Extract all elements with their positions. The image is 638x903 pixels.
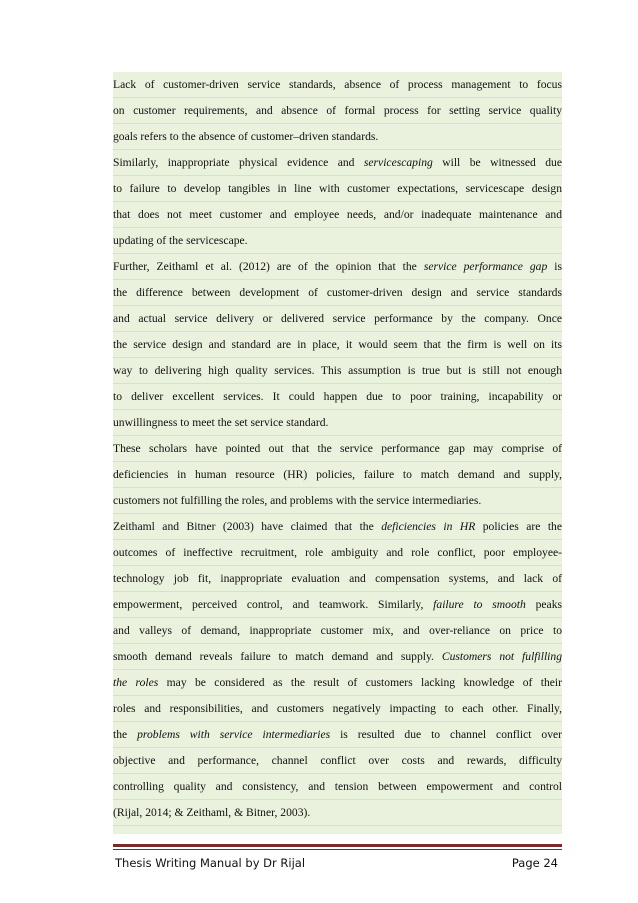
text-line <box>113 644 562 670</box>
text-run: the difference between development of customer-driven design and service standards <box>113 286 562 299</box>
paragraph <box>113 436 562 514</box>
text-run: way to delivering high quality services. This assumption is true but is still not enough <box>113 364 562 377</box>
italic-term: the roles <box>113 676 159 689</box>
text-run: is resulted due to channel conflict over <box>330 728 563 741</box>
text-line <box>113 670 562 696</box>
italic-term: servicescaping <box>363 156 433 169</box>
text-line <box>113 436 562 462</box>
text-run: Zeithaml and Bitner (2003) have claimed that the <box>113 520 382 533</box>
text-run: to failure to develop tangibles in line with customer expectations, servicescape design <box>113 182 562 195</box>
text-run: goals refers to the absence of customer–driven standards. <box>113 130 379 143</box>
paragraph <box>113 150 562 254</box>
text-line <box>113 748 562 774</box>
text-run: roles and responsibilities, and customers negatively impacting to each other. Finally, <box>113 702 562 715</box>
text-run: outcomes of ineffective recruitment, role ambiguity and role conflict, poor employee- <box>113 546 562 559</box>
text-run: policies are the <box>475 520 562 533</box>
text-line <box>113 306 562 332</box>
footer-rule-thin <box>113 849 562 850</box>
text-line <box>113 124 562 150</box>
text-line <box>113 332 562 358</box>
text-line <box>113 98 562 124</box>
paragraph <box>113 254 562 436</box>
text-line <box>113 176 562 202</box>
text-line <box>113 228 562 254</box>
text-run: will be witnessed due <box>432 156 562 169</box>
text-line <box>113 254 562 280</box>
text-run: updating of the servicescape. <box>113 234 248 247</box>
italic-term: service performance gap <box>423 260 548 273</box>
text-line <box>113 384 562 410</box>
text-run: customers not fulfilling the roles, and problems with the service intermediaries. <box>113 494 482 507</box>
text-run: Lack of customer-driven service standards, absence of process management to focus <box>113 78 562 91</box>
text-run: is <box>547 260 562 273</box>
text-run: Similarly, inappropriate physical evidence and <box>113 156 364 169</box>
text-line <box>113 540 562 566</box>
italic-term: Customers not fulfilling <box>441 650 562 663</box>
text-run: These scholars have pointed out that the service performance gap may comprise of <box>113 442 562 455</box>
text-run: to deliver excellent services. It could happen due to poor training, incapability or <box>113 390 562 403</box>
text-run: objective and performance, channel conflict over costs and rewards, difficulty <box>113 754 562 767</box>
italic-term: failure to smooth <box>433 598 526 611</box>
page-number: Page 24 <box>511 856 558 870</box>
text-line <box>113 722 562 748</box>
footer-title: Thesis Writing Manual by Dr Rijal <box>115 856 306 870</box>
italic-term: problems with service intermediaries <box>137 728 331 741</box>
text-run: smooth demand reveals failure to match demand and supply. <box>113 650 442 663</box>
text-line <box>113 800 562 826</box>
text-line <box>113 72 562 98</box>
text-run: the <box>113 728 138 741</box>
text-run: unwillingness to meet the set service standard. <box>113 416 329 429</box>
text-run: that does not meet customer and employee needs, and/or inadequate maintenance and <box>113 208 562 221</box>
text-line <box>113 618 562 644</box>
text-run: and actual service delivery or delivered service performance by the company. Once <box>113 312 562 325</box>
text-line <box>113 514 562 540</box>
text-line <box>113 150 562 176</box>
text-run: on customer requirements, and absence of formal process for setting service quality <box>113 104 562 117</box>
text-line <box>113 592 562 618</box>
text-line <box>113 488 562 514</box>
text-line <box>113 462 562 488</box>
text-run: peaks <box>525 598 563 611</box>
text-run: controlling quality and consistency, and tension between empowerment and control <box>113 780 562 793</box>
text-line <box>113 774 562 800</box>
text-run: the service design and standard are in place, it would seem that the firm is well on its <box>113 338 562 351</box>
text-run: and valleys of demand, inappropriate customer mix, and over-reliance on price to <box>113 624 562 637</box>
text-run: empowerment, perceived control, and teamwork. Similarly, <box>113 598 434 611</box>
text-run: may be considered as the result of customers lacking knowledge of their <box>158 676 562 689</box>
text-line <box>113 696 562 722</box>
paragraph <box>113 72 562 150</box>
text-line <box>113 280 562 306</box>
text-run: (Rijal, 2014; & Zeithaml, & Bitner, 2003). <box>113 806 311 819</box>
italic-term: deficiencies in HR <box>381 520 476 533</box>
text-run: deficiencies in human resource (HR) policies, failure to match demand and supply, <box>113 468 562 481</box>
text-line <box>113 202 562 228</box>
paragraph <box>113 514 562 826</box>
text-line <box>113 410 562 436</box>
footer-rule <box>113 844 562 847</box>
text-run: technology job fit, inappropriate evaluation and compensation systems, and lack of <box>113 572 562 585</box>
text-run: Further, Zeithaml et al. (2012) are of the opinion that the <box>113 260 424 273</box>
text-line <box>113 566 562 592</box>
text-line <box>113 358 562 384</box>
